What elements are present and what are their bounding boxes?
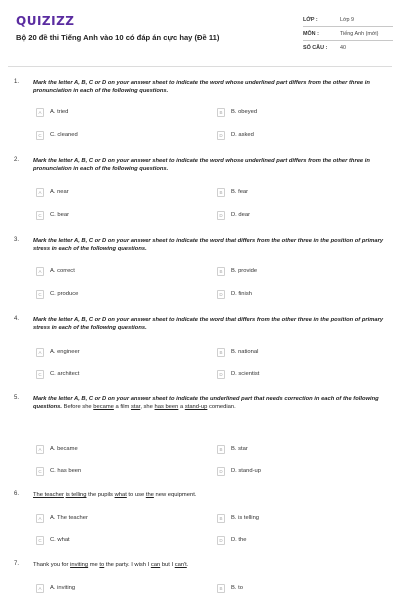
sentence-part: new equipment. — [153, 492, 197, 498]
question-prompt — [33, 79, 391, 96]
sentence-part: the party. I wish I — [104, 562, 151, 568]
question-sentence — [33, 491, 391, 499]
option-text: C. has been — [50, 468, 82, 474]
underlined-part: what — [114, 492, 127, 498]
option-text: D. the — [231, 537, 247, 543]
option-text: C. produce — [50, 291, 79, 297]
underlined-part: can't — [174, 562, 187, 568]
option-letter-box: C — [36, 467, 44, 476]
option-letter-box: C — [36, 290, 44, 299]
option-b[interactable] — [217, 265, 257, 277]
option-letter-box: D — [217, 370, 225, 379]
option-letter-box: B — [217, 514, 225, 523]
option-letter-box: C — [36, 131, 44, 140]
option-text: B. provide — [231, 268, 258, 274]
option-c[interactable] — [36, 288, 78, 300]
instruction-text: Mark the letter A, B, C or D on your answer sheet to indicate the word that differs from the other three in the position of primary stress in each of the following questions. — [33, 317, 384, 332]
option-a[interactable] — [36, 265, 75, 277]
sentence-part: , she — [140, 404, 155, 411]
option-letter-box: D — [217, 290, 225, 299]
option-d[interactable] — [217, 129, 254, 141]
option-text: B. star — [231, 446, 248, 452]
question-number: 7. — [14, 561, 20, 567]
underlined-part: inviting — [70, 562, 89, 568]
option-text: C. architect — [50, 371, 80, 377]
option-c[interactable] — [36, 465, 81, 477]
option-text: B. to — [231, 585, 243, 591]
question-sentence — [33, 561, 391, 569]
underlined-part: has been — [154, 404, 179, 411]
option-text: D. asked — [231, 132, 254, 138]
option-letter-box: D — [217, 131, 225, 140]
option-letter-box: A — [36, 514, 44, 523]
option-c[interactable] — [36, 534, 70, 546]
option-b[interactable] — [217, 512, 259, 524]
sentence-part: me — [88, 562, 100, 568]
option-text: B. is telling — [231, 515, 260, 521]
option-a[interactable] — [36, 106, 68, 118]
option-text: D. dear — [231, 212, 251, 218]
option-letter-box: C — [36, 211, 44, 220]
underlined-part: The teacher — [33, 492, 64, 498]
option-d[interactable] — [217, 288, 252, 300]
option-letter-box: D — [217, 211, 225, 220]
question-prompt — [33, 157, 391, 174]
question-number: 1. — [14, 79, 20, 85]
sentence-part: Before she — [62, 404, 94, 411]
option-letter-box: A — [36, 445, 44, 454]
option-b[interactable] — [217, 582, 243, 594]
instruction-text: Mark the letter A, B, C or D on your answer sheet to indicate the word that differs from the other three in the position of primary stress in each of the following questions. — [33, 238, 384, 253]
question-number: 5. — [14, 395, 20, 401]
option-c[interactable] — [36, 129, 78, 141]
underlined-part: is telling — [65, 492, 87, 498]
option-letter-box: A — [36, 188, 44, 197]
worksheet-header — [0, 0, 400, 62]
option-letter-box: D — [217, 467, 225, 476]
question-number: 6. — [14, 491, 20, 497]
option-a[interactable] — [36, 346, 80, 358]
underlined-part: stand-up — [184, 404, 208, 411]
option-text: D. finish — [231, 291, 252, 297]
option-letter-box: A — [36, 108, 44, 117]
option-text: C. what — [50, 537, 70, 543]
sentence-part: comedian. — [207, 404, 236, 411]
quizizz-logo: QUIZIZZ — [16, 14, 75, 28]
meta-row-class — [303, 13, 393, 27]
option-letter-box: B — [217, 445, 225, 454]
question-prompt — [33, 316, 391, 333]
option-b[interactable] — [217, 346, 258, 358]
question-number: 3. — [14, 237, 20, 243]
option-c[interactable] — [36, 209, 69, 221]
option-text: C. cleaned — [50, 132, 78, 138]
option-letter-box: D — [217, 536, 225, 545]
question-prompt — [33, 237, 391, 254]
sentence-part: Thank you for — [33, 562, 71, 568]
option-a[interactable] — [36, 186, 69, 198]
sentence-part: the pupils — [86, 492, 115, 498]
sentence-part: a film — [113, 404, 131, 411]
underlined-part: to — [99, 562, 105, 568]
option-text: A. The teacher — [50, 515, 88, 521]
option-text: B. national — [231, 349, 259, 355]
option-b[interactable] — [217, 106, 257, 118]
document-title: Bộ 20 đề thi Tiếng Anh vào 10 có đáp án cực hay (Đề 11) — [16, 33, 220, 42]
option-text: D. scientist — [231, 371, 260, 377]
instruction-text: Mark the letter A, B, C or D on your answer sheet to indicate the underlined part that needs correction in each of the following questions. — [33, 396, 379, 411]
option-a[interactable] — [36, 582, 75, 594]
meta-value: Tiếng Anh (mới) — [340, 30, 379, 37]
option-text: D. stand-up — [231, 468, 261, 474]
sentence-part: to use — [126, 492, 146, 498]
meta-table — [303, 13, 393, 55]
meta-label: LỚP : — [303, 16, 318, 23]
option-d[interactable] — [217, 465, 261, 477]
option-b[interactable] — [217, 443, 248, 455]
option-letter-box: A — [36, 348, 44, 357]
option-text: B. fear — [231, 189, 249, 195]
option-letter-box: C — [36, 536, 44, 545]
meta-value: 40 — [340, 45, 346, 51]
option-text: A. engineer — [50, 349, 80, 355]
meta-value: Lớp 9 — [340, 16, 355, 23]
option-b[interactable] — [217, 186, 248, 198]
option-text: A. inviting — [50, 585, 76, 591]
meta-row-subject — [303, 27, 393, 41]
underlined-part: became — [93, 404, 114, 411]
option-text: B. obeyed — [231, 109, 258, 115]
question-number: 2. — [14, 157, 20, 163]
option-d[interactable] — [217, 368, 259, 380]
option-a[interactable] — [36, 512, 88, 524]
option-text: A. near — [50, 189, 69, 195]
meta-label: SỐ CÂU : — [303, 45, 328, 51]
option-text: C. bear — [50, 212, 70, 218]
option-text: A. tried — [50, 109, 69, 115]
instruction-text: Mark the letter A, B, C or D on your answer sheet to indicate the word whose underlined part differs from the other three in pronunciation in each of the following questions. — [33, 80, 370, 95]
option-text: A. correct — [50, 268, 75, 274]
meta-label: MÔN : — [303, 30, 319, 37]
question-prompt — [33, 395, 391, 412]
sentence-part: a — [178, 404, 185, 411]
option-letter-box: A — [36, 267, 44, 276]
underlined-part: star — [130, 404, 141, 411]
option-letter-box: B — [217, 267, 225, 276]
option-a[interactable] — [36, 443, 78, 455]
sentence-part: but I — [160, 562, 175, 568]
underlined-part: can — [150, 562, 161, 568]
question-number: 4. — [14, 316, 20, 322]
underlined-part: the — [145, 492, 154, 498]
header-divider — [8, 66, 392, 67]
option-d[interactable] — [217, 534, 246, 546]
option-letter-box: A — [36, 584, 44, 593]
option-d[interactable] — [217, 209, 250, 221]
option-text: A. became — [50, 446, 78, 452]
option-letter-box: B — [217, 348, 225, 357]
option-letter-box: C — [36, 370, 44, 379]
option-c[interactable] — [36, 368, 79, 380]
meta-row-count — [303, 41, 393, 55]
option-letter-box: B — [217, 108, 225, 117]
option-letter-box: B — [217, 188, 225, 197]
option-letter-box: B — [217, 584, 225, 593]
instruction-text: Mark the letter A, B, C or D on your answer sheet to indicate the word whose underlined part differs from the other three in pronunciation in each of the following questions. — [33, 158, 370, 173]
sentence-part: . — [186, 562, 189, 568]
